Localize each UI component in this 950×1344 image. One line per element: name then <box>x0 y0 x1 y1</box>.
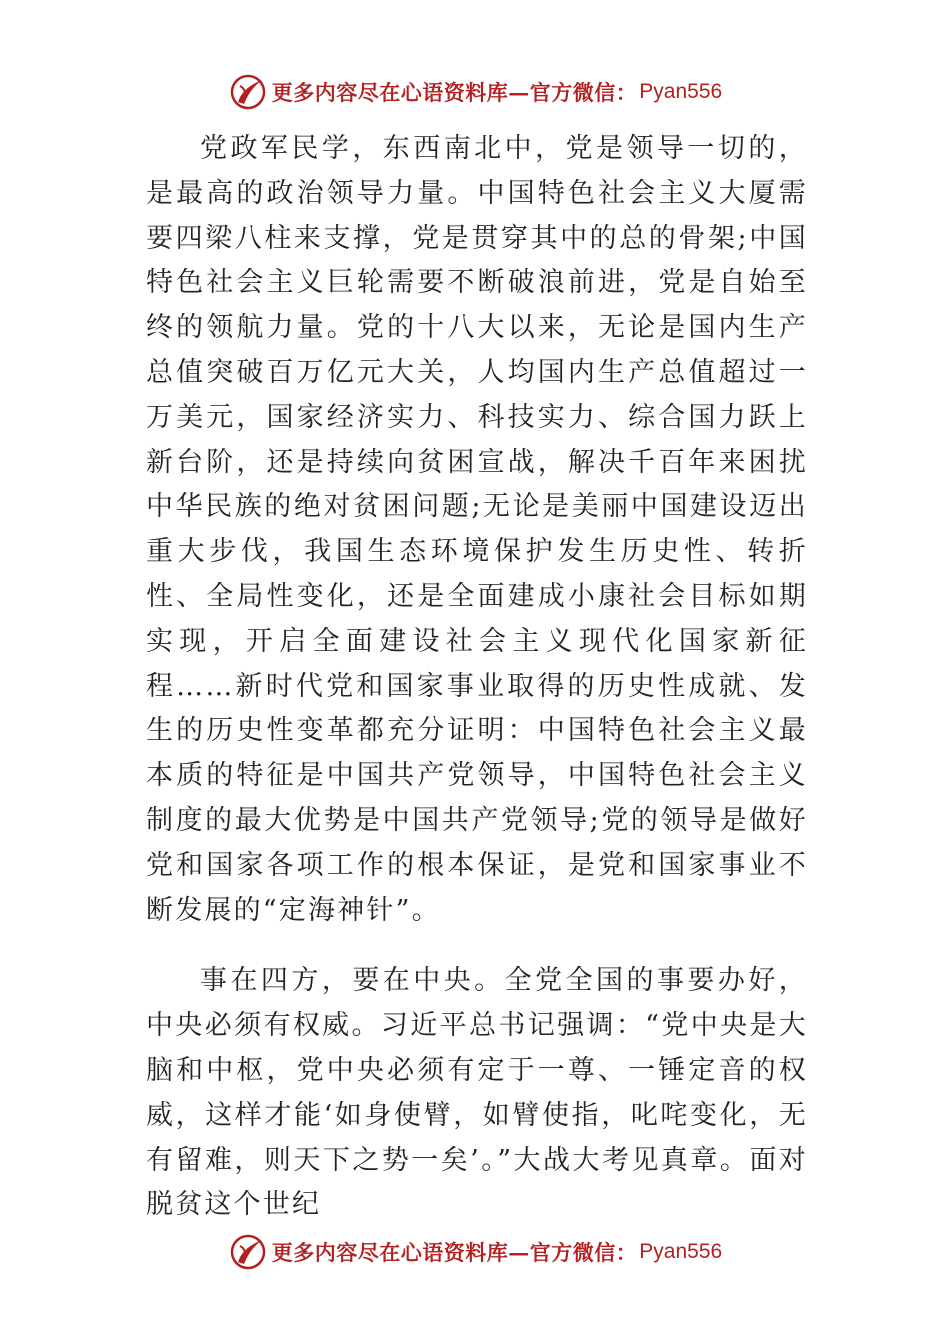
footer-banner-text: 更多内容尽在心语资料库—官方微信： <box>271 1240 638 1265</box>
brand-logo-icon <box>228 1232 268 1272</box>
paragraph-1: 党政军民学，东西南北中，党是领导一切的，是最高的政治领导力量。中国特色社会主义大厦需要四梁八柱来支撑，党是贯穿其中的总的骨架;中国特色社会主义巨轮需要不断破浪前进，党是自始至终的领航力量。党的十八大以来，无论是国内生产总值突破百万亿元大关，人均国内生产总值超过一万美元，国家经济实力、科技实力、综合国力跃上新台阶，还是持续向贫困宣战，解决千百年来困扰中华民族的绝对贫困问题;无论是美丽中国建设迈出重大步伐，我国生态环境保护发生历史性、转折性、全局性变化，还是全面建成小康社会目标如期实现，开启全面建设社会主义现代化国家新征程……新时代党和国家事业取得的历史性成就、发生的历史性变革都充分证明：中国特色社会主义最本质的特征是中国共产党领导，中国特色社会主义制度的最大优势是中国共产党领导;党的领导是做好党和国家各项工作的根本保证，是党和国家事业不断发展的“定海神针”。 <box>146 133 808 926</box>
footer-wechat-id: Pyan556 <box>639 1240 723 1263</box>
paragraph-2: 事在四方，要在中央。全党全国的事要办好，中央必须有权威。习近平总书记强调：“党中央是大脑和中枢，党中央必须有定于一尊、一锤定音的权威，这样才能‘如身使臂，如臂使指，叱咤变化，无有留难，则天下之势一矣’。”大战大考见真章。面对脱贫这个世纪 <box>146 965 808 1221</box>
brand-logo-icon <box>228 72 268 112</box>
header-wechat-id: Pyan556 <box>639 80 723 103</box>
document-body <box>146 127 808 1228</box>
footer-banner <box>0 1230 950 1274</box>
header-banner-text: 更多内容尽在心语资料库—官方微信： <box>271 80 638 105</box>
header-banner <box>0 70 950 114</box>
